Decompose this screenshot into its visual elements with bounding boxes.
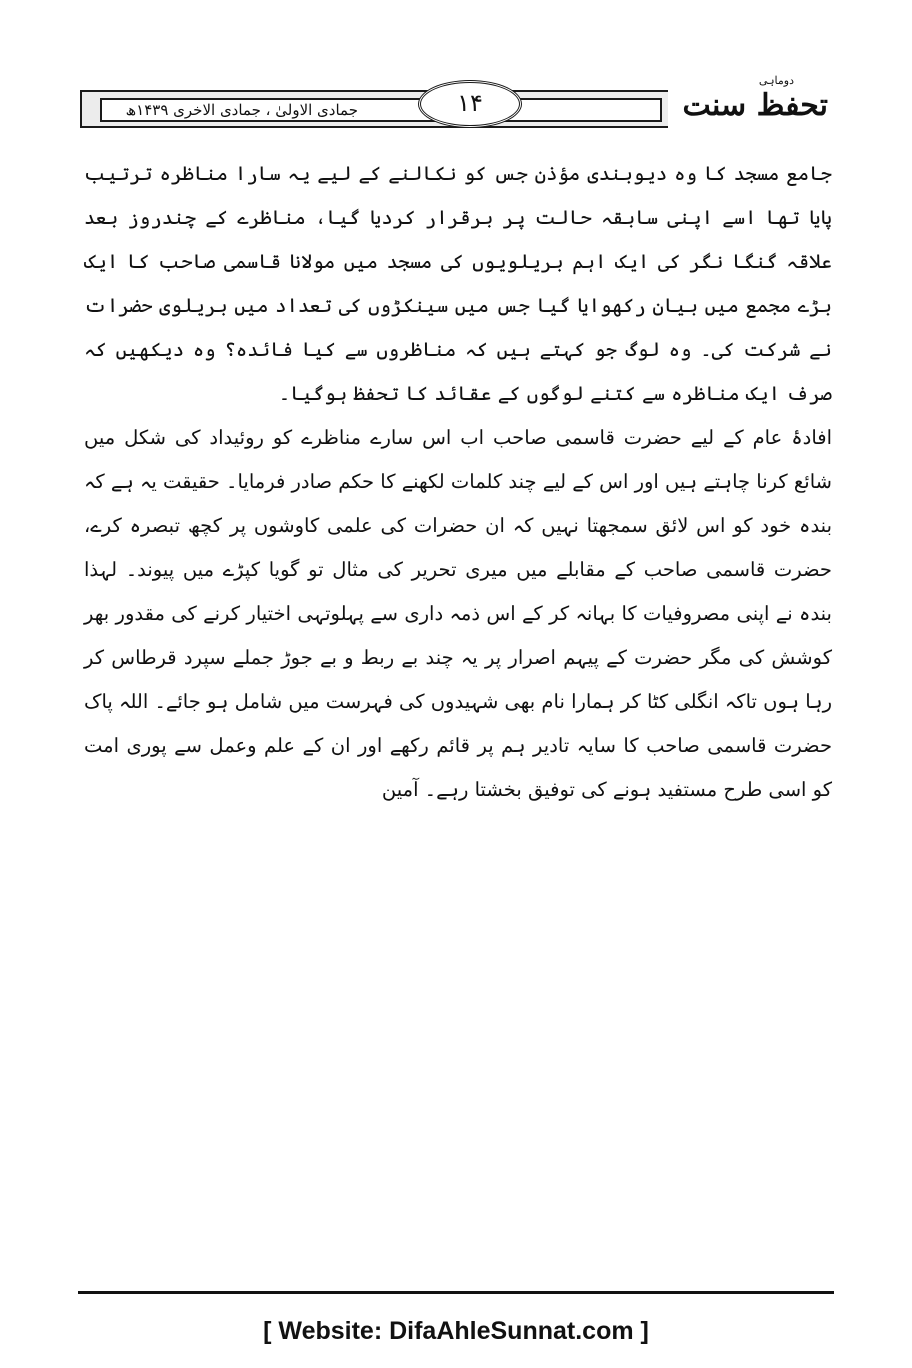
website-footer: [ Website: DifaAhleSunnat.com ] [263, 1317, 649, 1345]
magazine-logo [668, 74, 834, 130]
page-number: ۱۴ [418, 80, 522, 128]
paragraph-1: جامع مسجد کا وہ دیوبندی مؤذن جس کو نکالنے کے لیے یہ سارا مناظرہ ترتیب پایا تھا اسے اپنی سابقہ حالت پر برقرار کردیا گیا، مناظرے کے چندروز بعد علاقہ گنگا نگر کی ایک اہم بریلویوں کی مسجد میں مولانا قاسمی صاحب کا ایک بڑے مجمع میں بیان رکھوایا گیا جس میں سینکڑوں کی تعداد میں بریلوی حضرات نے شرکت کی۔ وہ لوگ جو کہتے ہیں کہ مناظروں سے کیا فائدہ؟ وہ دیکھیں کہ صرف ایک مناظرہ سے کتنے لوگوں کے عقائد کا تحفظ ہوگیا۔ [84, 162, 832, 405]
footer-divider [78, 1291, 834, 1294]
paragraph-2: افادۂ عام کے لیے حضرت قاسمی صاحب اب اس سارے مناظرے کو روئیداد کی شکل میں شائع کرنا چاہتے ہیں اور اس کے لیے چند کلمات لکھنے کا حکم صادر فرمایا۔ حقیقت یہ ہے کہ بندہ خود کو اس لائق سمجھتا نہیں کہ ان حضرات کی علمی کاوشوں پر کچھ تبصرہ کرے، حضرت قاسمی صاحب کے مقابلے میں میری تحریر کی مثال تو گویا کپڑے میں پیوند۔ لہذا بندہ نے اپنی مصروفیات کا بہانہ کر کے اس ذمہ داری سے پہلوتہی اختیار کرنے کی مقدور بھر کوشش کی مگر حضرت کے پیہم اصرار پر یہ چند بے ربط و بے جوڑ جملے سپرد قرطاس کر رہا ہوں تاکہ انگلی کٹا کر ہمارا نام بھی شہیدوں کی فہرست میں شامل ہو جائے۔ اللہ پاک حضرت قاسمی صاحب کا سایہ تادیر ہم پر قائم رکھے اور ان کے علم وعمل سے پوری امت کو اسی طرح مستفید ہونے کی توفیق بخشتا رہے۔ آمین [84, 426, 832, 801]
page-header [80, 72, 836, 132]
article-body [84, 152, 832, 812]
logo-subtitle: دوماہی [758, 74, 794, 87]
logo-title: تحفظ سنت [682, 88, 828, 123]
issue-date: جمادی الاولیٰ ، جمادی الاخری ۱۴۳۹ھ [125, 101, 358, 119]
